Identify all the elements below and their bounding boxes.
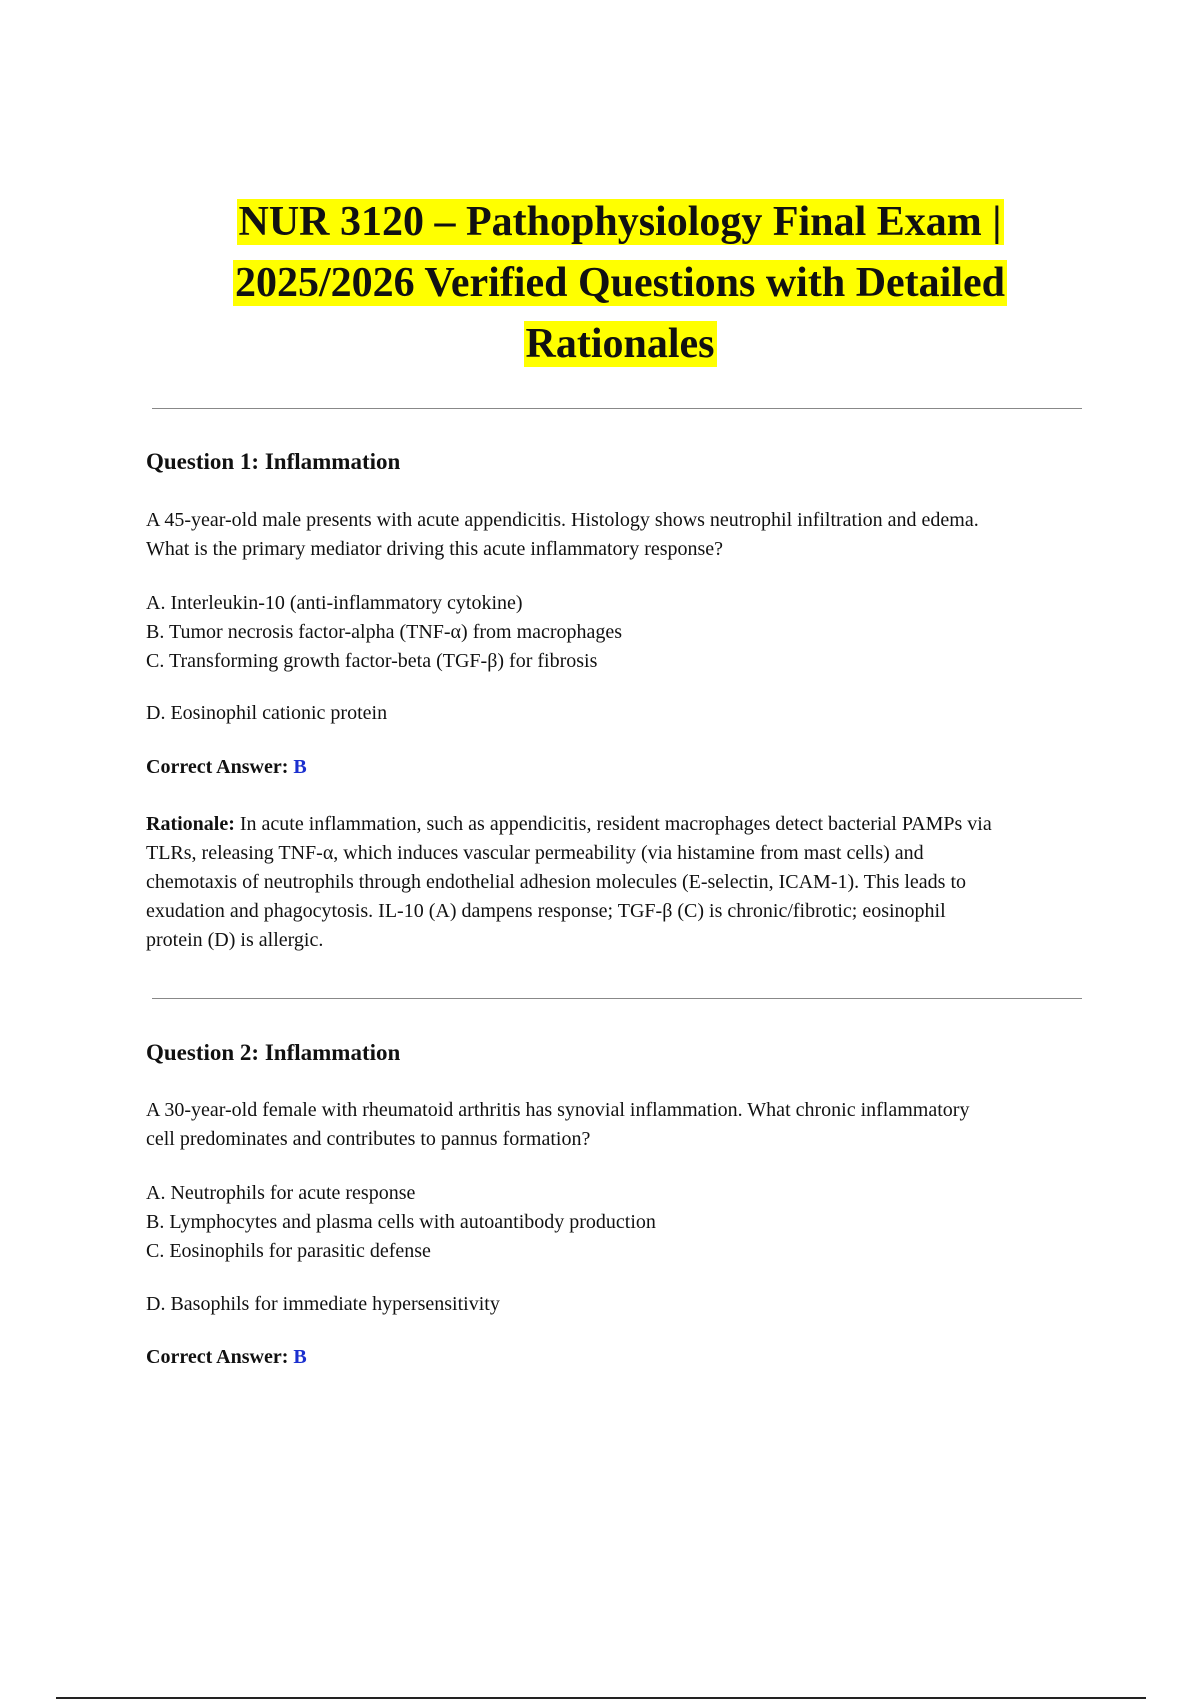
rationale-line-2: TLRs, releasing TNF-α, which induces vascular permeability (via histamine from mast cells) and — [146, 842, 924, 864]
rationale-line-3: chemotaxis of neutrophils through endothelial adhesion molecules (E-selectin, ICAM-1). This leads to — [146, 871, 966, 893]
title-line-2: 2025/2026 Verified Questions with Detailed — [234, 260, 1005, 306]
question-2-correct-answer — [146, 1343, 1086, 1372]
page-bottom-border — [56, 1697, 1146, 1699]
question-1-stem-line-2: What is the primary mediator driving this acute inflammatory response? — [146, 538, 724, 560]
divider — [152, 408, 1082, 409]
question-2-stem-line-1: A 30-year-old female with rheumatoid arthritis has synovial inflammation. What chronic inflammatory — [146, 1099, 970, 1121]
rationale-line-4: exudation and phagocytosis. IL-10 (A) dampens response; TGF-β (C) is chronic/fibrotic; eosinophil — [146, 900, 946, 922]
question-2-option-a: A. Neutrophils for acute response — [146, 1182, 416, 1204]
question-1-option-c: C. Transforming growth factor-beta (TGF-β) for fibrosis — [146, 650, 598, 672]
question-1-correct-answer — [146, 753, 1086, 782]
question-2-option-b: B. Lymphocytes and plasma cells with autoantibody production — [146, 1211, 656, 1233]
correct-answer-label: Correct Answer: — [146, 756, 289, 778]
question-2-stem — [146, 1096, 1086, 1154]
question-1-heading: Question 1: Inflammation — [146, 449, 401, 474]
question-2-options — [146, 1179, 1086, 1266]
question-1-option-a: A. Interleukin-10 (anti-inflammatory cytokine) — [146, 592, 523, 614]
page-title — [140, 192, 1100, 375]
question-1-option-b: B. Tumor necrosis factor-alpha (TNF-α) from macrophages — [146, 621, 623, 643]
question-1-options — [146, 589, 1086, 676]
question-1-stem-line-1: A 45-year-old male presents with acute appendicitis. Histology shows neutrophil infiltration and edema. — [146, 509, 979, 531]
rationale-label: Rationale: — [146, 813, 235, 835]
correct-answer-label: Correct Answer: — [146, 1346, 289, 1368]
question-1-option-d: D. Eosinophil cationic protein — [146, 702, 388, 724]
rationale-line-1: In acute inflammation, such as appendicitis, resident macrophages detect bacterial PAMPs via — [234, 813, 992, 835]
title-line-3: Rationales — [525, 321, 715, 367]
question-2-heading: Question 2: Inflammation — [146, 1040, 401, 1065]
question-1-stem — [146, 506, 1086, 564]
question-1-rationale — [146, 810, 1086, 955]
rationale-line-5: protein (D) is allergic. — [146, 929, 324, 951]
title-line-1: NUR 3120 – Pathophysiology Final Exam | — [238, 199, 1002, 245]
correct-answer-letter: B — [293, 756, 307, 778]
question-2-option-c: C. Eosinophils for parasitic defense — [146, 1240, 431, 1262]
correct-answer-letter: B — [293, 1346, 307, 1368]
divider — [152, 998, 1082, 999]
question-2-stem-line-2: cell predominates and contributes to pannus formation? — [146, 1128, 591, 1150]
question-2-option-d: D. Basophils for immediate hypersensitivity — [146, 1293, 500, 1315]
